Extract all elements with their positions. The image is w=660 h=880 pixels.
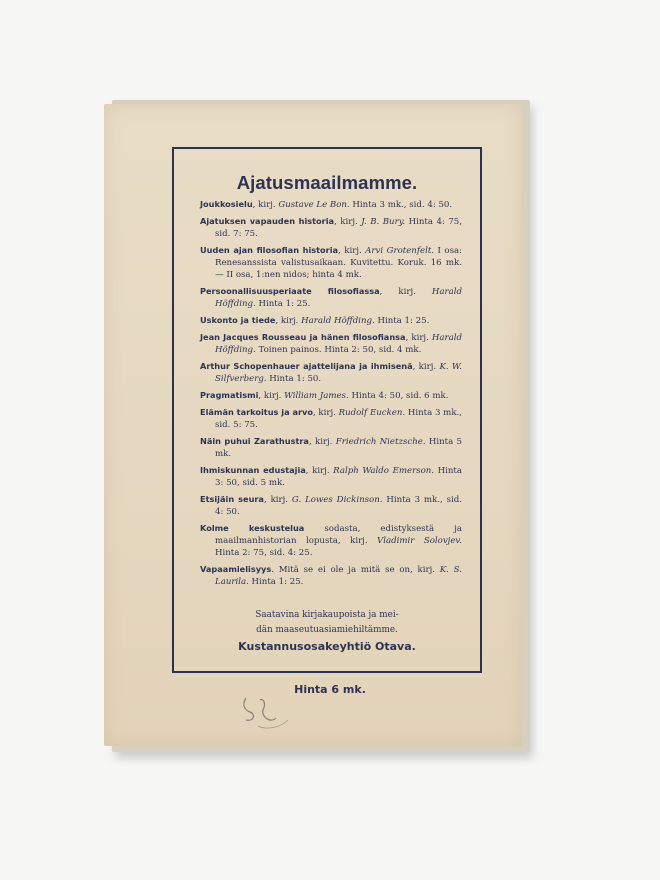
availability-line-1: Saatavina kirjakaupoista ja mei- [255, 610, 399, 620]
book-text: , kirj. [379, 287, 432, 297]
book-price: Hinta 1: 50. [266, 374, 322, 384]
book-text: , kirj. [263, 495, 292, 505]
book-author: Ralph Waldo Emerson. [333, 466, 435, 476]
book-author: Harald Höffding. [215, 287, 462, 309]
book-title: Elämän tarkoitus ja arvo [200, 407, 313, 417]
book-entry [200, 198, 462, 211]
book-text: , kirj. [258, 391, 285, 401]
book-title: Vapaamielisyys [200, 564, 272, 574]
book-text: , kirj. [412, 362, 440, 372]
availability-line-2: dän maaseutuasiamiehiltämme. [256, 625, 398, 635]
availability-note [174, 608, 480, 638]
catalog-frame [172, 147, 482, 673]
book-author: Arvi Grotenfelt. [365, 246, 435, 256]
book-title: Ihmiskunnan edustajia [200, 465, 306, 475]
book-price: Hinta 3: 50, sid. 5 mk. [215, 466, 462, 488]
book-title: Uuden ajan filosofian historia [200, 245, 339, 255]
series-title: Ajatusmaailmamme. [236, 172, 418, 193]
book-author: G. Lowes Dickinson. [291, 495, 383, 505]
book-text: , kirj. [308, 437, 336, 447]
book-price: Hinta 3 mk., sid. 5: 75. [215, 408, 462, 430]
book-title: Etsijäin seura [200, 494, 264, 504]
book-price: Toinen painos. Hinta 2: 50, sid. 4 mk. [255, 345, 422, 355]
book-price: Hinta 1: 25. [248, 577, 304, 587]
book-entry [200, 314, 462, 327]
book-author: Harald Höffding. [301, 316, 375, 326]
book-price: Hinta 5 mk. [215, 437, 462, 459]
book-entry [200, 215, 462, 240]
book-entry [200, 493, 462, 518]
book-title: Joukkosielu [200, 199, 253, 209]
book-price: I osa: Renesanssista valistusaikaan. Kuvitettu. Koruk. 16 mk. — II osa, 1:nen nidos; hinta 4 mk. [215, 246, 462, 280]
book-title: Arthur Schopenhauer ajattelijana ja ihmisenä [200, 361, 413, 371]
book-author: J. B. Bury. [361, 217, 406, 227]
book-author: Gustave Le Bon. [278, 200, 350, 210]
book-entry [200, 464, 462, 489]
book-entry [200, 522, 462, 559]
book-author: Rudolf Eucken. [338, 408, 406, 418]
book-text: . Mitä se ei ole ja mitä se on, kirj. [271, 565, 440, 575]
book-title: Jean Jacques Rousseau ja hänen filosofiansa [200, 332, 406, 342]
book-entry [200, 435, 462, 460]
book-price: Hinta 3 mk., sid. 4: 50. [215, 495, 462, 517]
book-author: Harald Höffding. [215, 333, 463, 355]
book-entry [200, 244, 462, 281]
price-label: Hinta 6 mk. [294, 683, 366, 696]
book-price: Hinta 4: 50, sid. 6 mk. [348, 391, 449, 401]
book-price: Hinta 1: 25. [374, 316, 430, 326]
book-title: Persoonallisuusperiaate filosofiassa [200, 286, 380, 296]
book-text: sodasta, edistyksestä ja maailmanhistorian lopusta, kirj. [215, 524, 462, 546]
book-entry [200, 406, 462, 431]
book-text: , kirj. [338, 246, 366, 256]
book-title: Näin puhui Zarathustra [200, 436, 309, 446]
book-text: , kirj. [275, 316, 302, 326]
book-entry [200, 389, 462, 402]
book-text: , kirj. [252, 200, 279, 210]
book-text: , kirj. [312, 408, 339, 418]
book-author: K. S. Laurila. [215, 565, 462, 587]
book-author: K. W. Silfverberg. [215, 362, 462, 384]
pencil-mark-icon [236, 690, 296, 732]
book-price: Hinta 3 mk., sid. 4: 50. [349, 200, 453, 210]
publisher-name: Kustannusosakeyhtiö Otava. [238, 640, 416, 653]
book-price: Hinta 4: 75, sid. 7: 75. [215, 217, 462, 239]
book-title: Uskonto ja tiede [200, 315, 276, 325]
book-entry [200, 563, 462, 588]
book-text: , kirj. [305, 466, 334, 476]
book-list [200, 198, 462, 592]
book-author: William James. [284, 391, 349, 401]
book-title: Pragmatismi [200, 390, 259, 400]
book-entry [200, 331, 462, 356]
book-entry [200, 285, 462, 310]
book-author: Friedrich Nietzsche. [335, 437, 426, 447]
book-text: , kirj. [334, 217, 362, 227]
book-title: Ajatuksen vapauden historia [200, 216, 335, 226]
book-text: , kirj. [405, 333, 432, 343]
book-entry [200, 360, 462, 385]
book-author: Vladimir Solovjev. [377, 536, 462, 546]
book-title: Kolme keskustelua [200, 523, 305, 533]
book-price: Hinta 2: 75, sid. 4: 25. [215, 548, 313, 558]
book-price: Hinta 1: 25. [255, 299, 311, 309]
